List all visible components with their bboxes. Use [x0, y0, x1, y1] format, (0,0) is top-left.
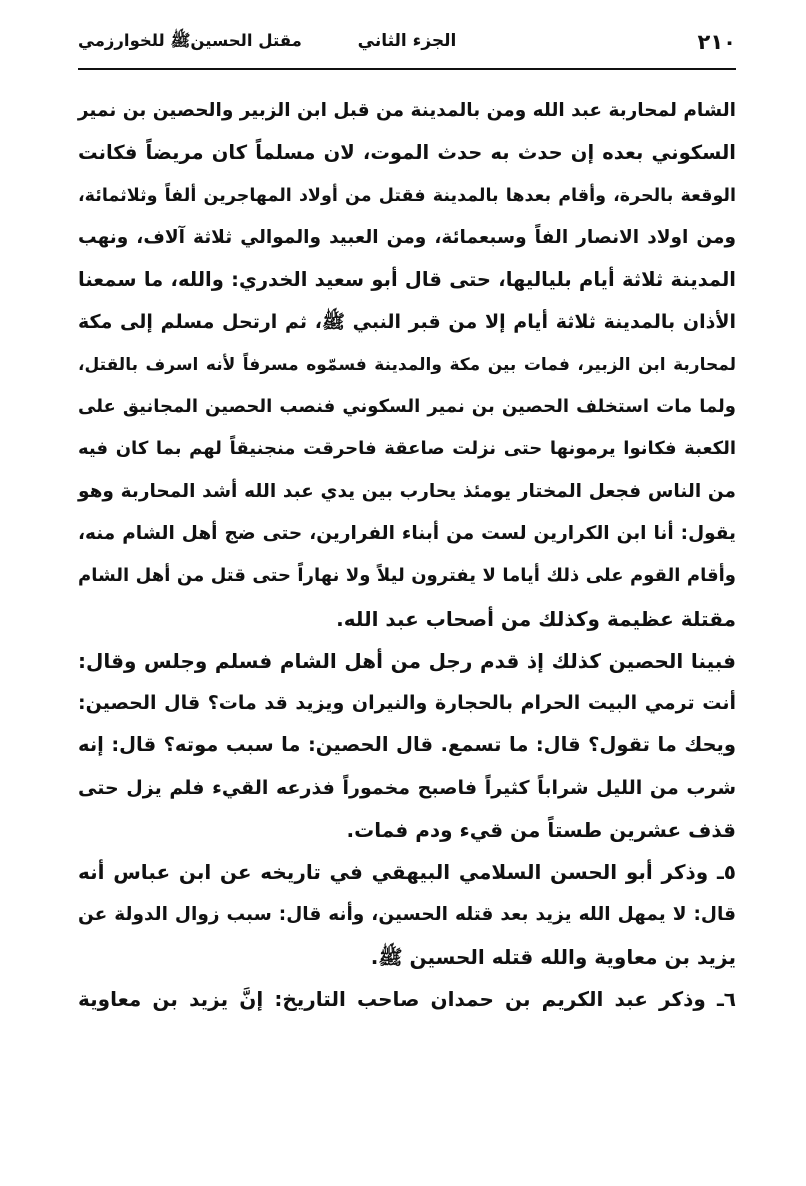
text-line: يقول: أنا ابن الكرارين لست من أبناء الفرارين، حتى ضج أهل الشام منه،	[78, 522, 736, 544]
text-line: الوقعة بالحرة، وأقام بعدها بالمدينة فقتل من أولاد المهاجرين ألفاً وثلاثمائة،	[78, 185, 736, 206]
text-line: من الناس فجعل المختار يومئذ يحارب بين يدي عبد الله أشد المحاربة وهو	[78, 480, 736, 502]
volume-label: الجزء الثاني	[357, 31, 457, 51]
page-header	[78, 30, 736, 64]
text-line: ٥ـ وذكر أبو الحسن السلامي البيهقي في تاريخه عن ابن عباس أنه	[78, 860, 736, 885]
text-line: فبينا الحصين كذلك إذ قدم رجل من أهل الشام فسلم وجلس وقال:	[78, 648, 736, 673]
text-line: الشام لمحاربة عبد الله ومن بالمدينة من قبل ابن الزبير والحصين بن نمير	[77, 100, 736, 121]
text-line: وأقام القوم على ذلك أياما لا يفترون ليلاً ولا نهاراً حتى قتل من أهل الشام	[78, 565, 736, 587]
text-line: الأذان بالمدينة ثلاثة أيام إلا من قبر النبي ﷺ، ثم ارتحل مسلم إلى مكة	[78, 311, 736, 334]
header-divider	[78, 68, 736, 70]
text-line: لمحاربة ابن الزبير، فمات بين مكة والمدينة فسمّوه مسرفاً لأنه اسرف بالقتل،	[78, 354, 736, 375]
book-title: مقتل الحسينﷺ للخوارزمي	[78, 31, 302, 50]
text-line: ويحك ما تقول؟ قال: ما تسمع. قال الحصين: ما سبب موته؟ قال: إنه	[78, 733, 736, 757]
text-line: ٦ـ وذكر عبد الكريم بن حمدان صاحب التاريخ: إنَّ يزيد بن معاوية	[78, 987, 736, 1012]
text-line: يزيد بن معاوية والله قتله الحسين ﷺ.	[370, 944, 736, 969]
text-line: ومن اولاد الانصار الفاً وسبعمائة، ومن العبيد والموالي ثلاثة آلاف، ونهب	[78, 226, 736, 248]
text-line: المدينة ثلاثة أيام بلياليها، حتى قال أبو سعيد الخدري: والله، ما سمعنا	[78, 268, 736, 292]
text-line: السكوني بعده إن حدث به حدث الموت، لان مسلماً كان مريضاً فكانت	[78, 141, 736, 165]
text-line: مقتلة عظيمة وكذلك من أصحاب عبد الله.	[336, 606, 736, 631]
text-line: الكعبة فكانوا يرمونها حتى نزلت صاعقة فاحرقت منجنيقاً لهم بما كان فيه	[78, 438, 736, 460]
body-text	[78, 90, 736, 1021]
text-line: ولما مات استخلف الحصين بن نمير السكوني فنصب الحصين المجانيق على	[78, 396, 736, 418]
text-line: أنت ترمي البيت الحرام بالحجارة والنيران ويزيد قد مات؟ قال الحصين:	[78, 692, 736, 715]
text-line: قذف عشرين طستاً من قيء ودم فمات.	[346, 818, 736, 843]
page-number: ٢١٠	[697, 30, 736, 54]
text-line: شرب من الليل شراباً كثيراً فاصبح مخموراً فذرعه القيء فلم يزل حتى	[78, 776, 736, 799]
text-line: قال: لا يمهل الله يزيد بعد قتله الحسين، وأنه قال: سبب زوال الدولة عن	[78, 903, 736, 925]
